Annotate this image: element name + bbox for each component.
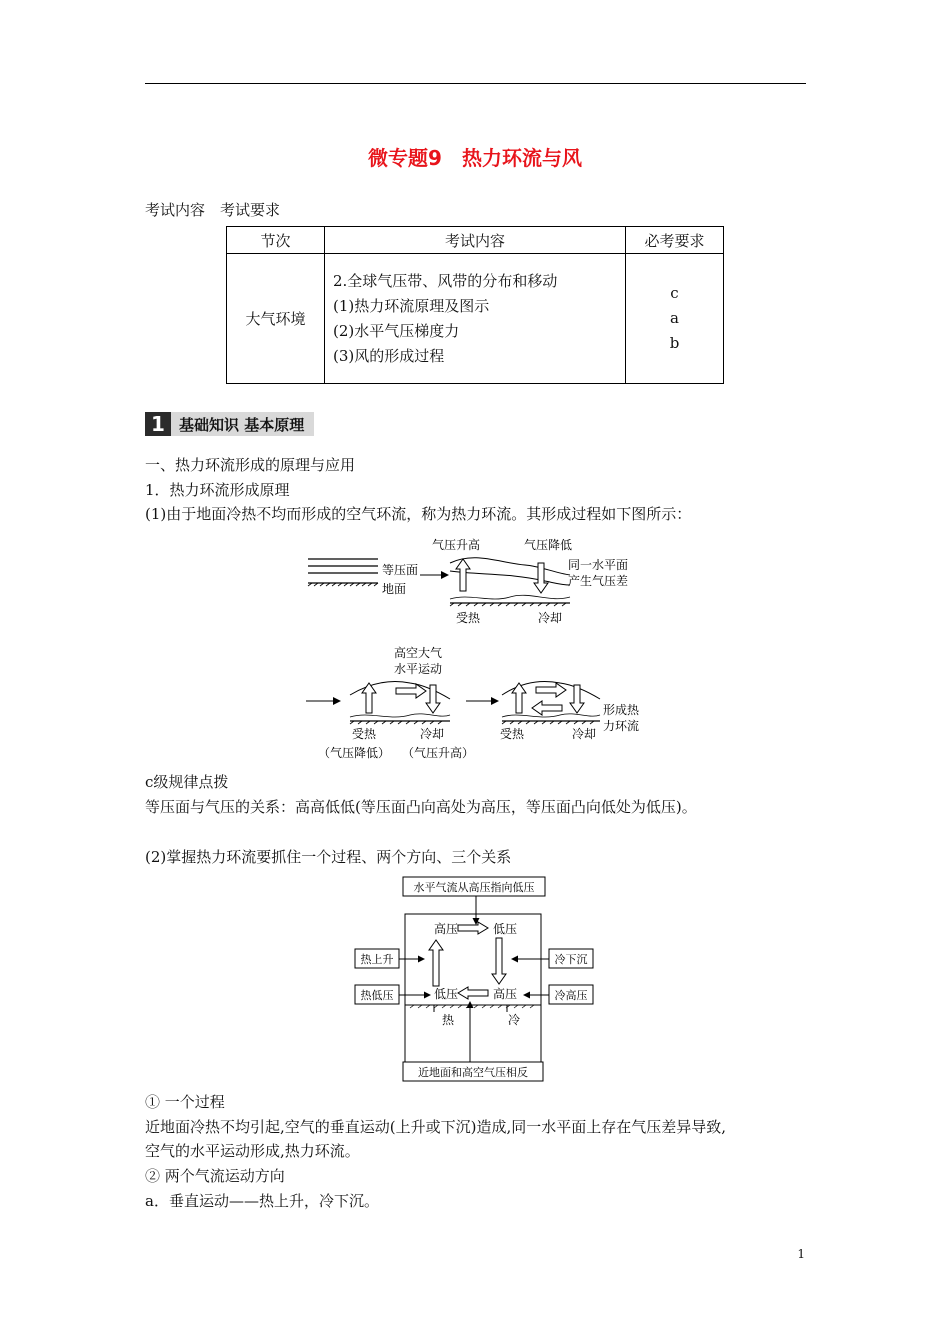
same-plane-label: 同一水平面: [568, 558, 629, 572]
table-item: (3)风的形成过程: [333, 346, 445, 365]
cooled-label: 冷却: [538, 611, 563, 625]
exam-label: 考试内容 考试要求: [145, 201, 281, 219]
table-item: (1)热力环流原理及图示: [333, 296, 490, 315]
cold-high-label: 冷高压: [554, 989, 588, 1002]
lower-low-label: 低压: [434, 987, 459, 1001]
hot-low-label: 热低压: [360, 989, 394, 1002]
pressure-low-note: （气压降低）: [318, 746, 391, 760]
cooled-label-3: 冷却: [572, 727, 597, 741]
pressure-down-label: 气压降低: [524, 538, 573, 552]
section-heading: [145, 412, 314, 436]
point-1-title: ① 一个过程: [145, 1093, 225, 1111]
thermal-circulation-figure: [300, 533, 650, 763]
tip-text: 等压面与气压的关系：高高低低(等压面凸向高处为高压，等压面凸向低处为低压)。: [145, 798, 697, 816]
isobar-label: 等压面: [382, 563, 419, 577]
paragraph: (1)由于地面冷热不均而形成的空气环流，称为热力环流。其形成过程如下图所示：: [145, 505, 692, 523]
table-grade: c: [670, 284, 679, 302]
heading-2: 1．热力环流形成原理: [145, 481, 290, 499]
point-1-text-2: 空气的水平运动形成,热力环流。: [145, 1142, 360, 1160]
form-circulation-label-2: 力环流: [603, 719, 640, 733]
section-number: 1: [145, 412, 171, 436]
form-circulation-label: 形成热: [603, 703, 640, 717]
hot-rise-label: 热上升: [360, 953, 394, 966]
table-grade: a: [670, 309, 679, 327]
upper-low-label: 低压: [493, 922, 518, 936]
table-grade: b: [669, 334, 680, 352]
lower-high-label: 高压: [493, 987, 518, 1001]
section-label: 基础知识 基本原理: [171, 412, 314, 436]
table-grades: [626, 254, 724, 384]
heated-label-3: 受热: [500, 727, 525, 741]
table-section: 大气环境: [227, 254, 325, 384]
ground-label: 地面: [382, 582, 407, 596]
page-title: 微专题9 热力环流与风: [368, 146, 582, 170]
table-header: 节次: [227, 227, 325, 254]
bottom-box-label: 近地面和高空气压相反: [418, 1066, 528, 1079]
paragraph-2: (2)掌握热力环流要抓住一个过程、两个方向、三个关系: [145, 848, 512, 866]
top-box-label: 水平气流从高压指向低压: [413, 881, 535, 894]
table-header: 必考要求: [626, 227, 724, 254]
point-2a-text: a．垂直运动——热上升，冷下沉。: [145, 1192, 379, 1210]
cold-sink-label: 冷下沉: [554, 953, 588, 966]
main-frame: [405, 914, 541, 1062]
point-2-title: ② 两个气流运动方向: [145, 1167, 285, 1185]
table-header: 考试内容: [325, 227, 626, 254]
upper-air-label: 高空大气: [394, 646, 443, 660]
upper-high-label: 高压: [434, 922, 459, 936]
heading-1: 一、热力环流形成的原理与应用: [145, 456, 356, 474]
table-item: 2.全球气压带、风带的分布和移动: [333, 271, 558, 290]
requirements-table: [226, 226, 724, 384]
horizontal-motion-label: 水平运动: [394, 662, 443, 676]
header-rule: [145, 83, 806, 84]
pressure-diff-label: 产生气压差: [568, 574, 629, 588]
heated-label-2: 受热: [352, 727, 377, 741]
table-item: (2)水平气压梯度力: [333, 321, 460, 340]
cooled-label-2: 冷却: [420, 727, 445, 741]
cold-label: 冷: [508, 1013, 521, 1027]
table-items: [325, 254, 626, 384]
hot-label: 热: [442, 1013, 455, 1027]
pressure-high-note: （气压升高）: [402, 746, 475, 760]
pressure-up-label: 气压升高: [432, 538, 481, 552]
page-number: 1: [797, 1247, 805, 1261]
circulation-diagram: [350, 874, 600, 1084]
point-1-text: 近地面冷热不均引起,空气的垂直运动(上升或下沉)造成,同一水平面上存在气压差异导致,: [145, 1118, 727, 1136]
tip-title: c级规律点拨: [145, 773, 229, 791]
heated-label: 受热: [456, 611, 481, 625]
